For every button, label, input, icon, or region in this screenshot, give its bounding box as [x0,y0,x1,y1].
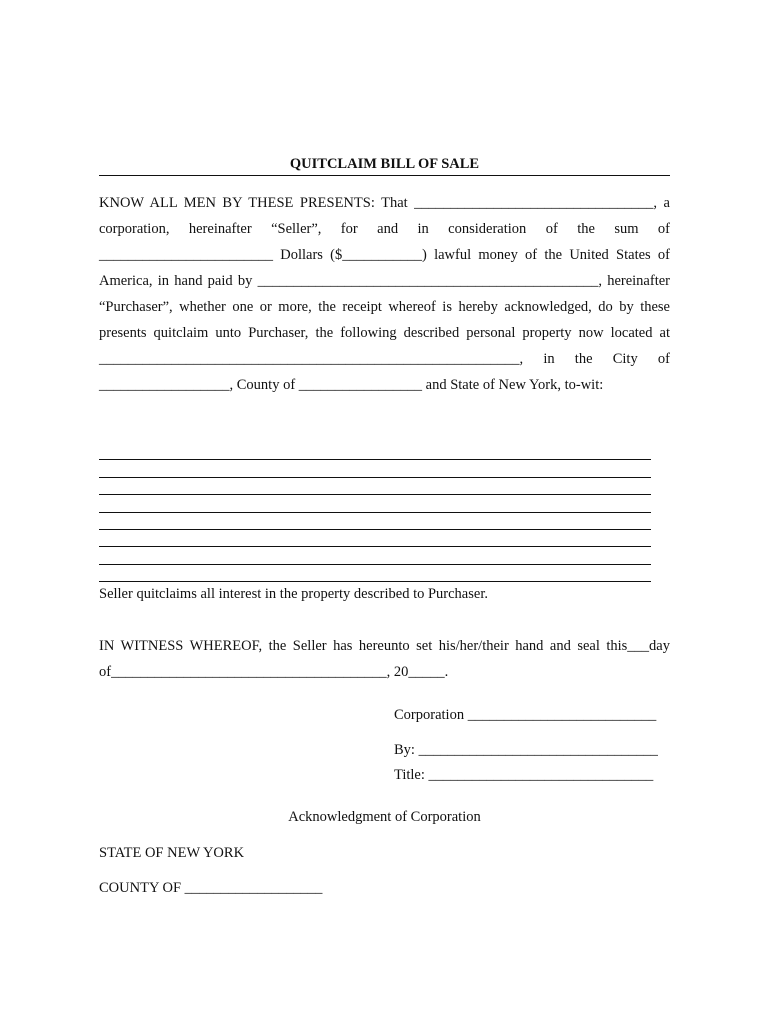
blank-line [99,513,651,530]
corporation-signature-line: Corporation __________________________ [394,707,657,723]
blank-line [99,495,651,512]
blank-line [99,547,651,564]
blank-line [99,443,651,460]
blank-line [99,530,651,547]
blank-line [99,565,651,582]
title-signature-line: Title: _______________________________ [394,767,654,783]
title-block [99,156,670,176]
by-signature-line: By: _________________________________ [394,742,658,758]
document-title: QUITCLAIM BILL OF SALE [289,156,480,172]
conveyance-paragraph: KNOW ALL MEN BY THESE PRESENTS: That _________________________________, a corporation, hereinafter “Seller”, for and in consideration of the sum of ________________________ Dollars ($___________) lawful money of the United States of America, in hand paid by _______________________________________________, hereinafter “Purchaser”, whether one or more, the receipt whereof is hereby acknowledged, do by these presents quitclaim unto Purchaser, the following described personal property now located at __________________________________________________________, in the City of __________________, County of _________________ and State of New York, to-wit: [99,195,670,393]
witness-paragraph: IN WITNESS WHEREOF, the Seller has hereunto set his/her/their hand and seal this___day of______________________________________, 20_____. [99,638,670,680]
state-line: STATE OF NEW YORK [99,845,245,861]
blank-line [99,478,651,495]
county-line: COUNTY OF ___________________ [99,880,323,896]
acknowledgment-heading: Acknowledgment of Corporation [288,809,481,825]
quitclaim-statement: Seller quitclaims all interest in the property described to Purchaser. [99,586,488,602]
blank-line [99,460,651,477]
property-description-lines [99,443,651,582]
